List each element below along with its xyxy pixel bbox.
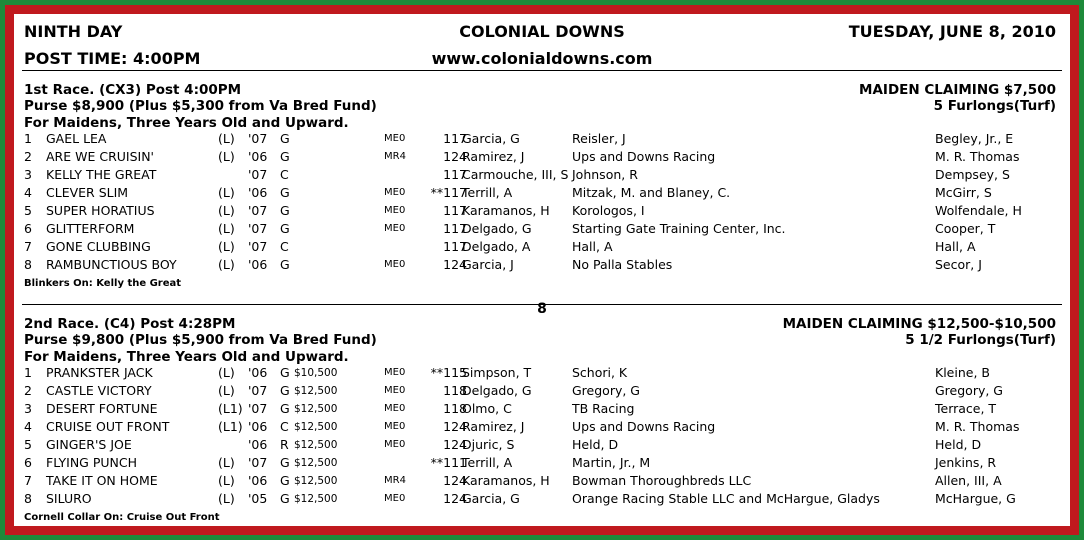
medication: (L) [218, 149, 235, 164]
ae-code: ME0 [384, 493, 406, 504]
post-position: 7 [24, 473, 32, 488]
foaling-year: '06 [248, 149, 268, 164]
jockey: Garcia, G [462, 491, 520, 506]
post-position: 6 [24, 455, 32, 470]
weight: 117 [443, 131, 467, 146]
entry-row [14, 221, 1070, 239]
claiming-price: $12,500 [294, 493, 338, 505]
ae-code: ME0 [384, 403, 406, 414]
race-type: MAIDEN CLAIMING $7,500 [859, 82, 1056, 98]
foaling-year: '07 [248, 131, 268, 146]
sex: G [280, 185, 290, 200]
sex: G [280, 401, 290, 416]
entry-row [14, 167, 1070, 185]
entry-row [14, 491, 1070, 509]
foaling-year: '06 [248, 437, 268, 452]
owner: TB Racing [572, 401, 635, 416]
post-position: 5 [24, 437, 32, 452]
entry-row [14, 473, 1070, 491]
horse-name: CLEVER SLIM [46, 185, 129, 200]
sex: G [280, 473, 290, 488]
owner: Ups and Downs Racing [572, 419, 716, 434]
medication: (L) [218, 131, 235, 146]
ae-code: ME0 [384, 421, 406, 432]
ae-code: ME0 [384, 133, 406, 144]
medication: (L) [218, 257, 235, 272]
horse-name: GINGER'S JOE [46, 437, 132, 452]
horse-name: TAKE IT ON HOME [46, 473, 158, 488]
medication: (L) [218, 221, 235, 236]
horse-name: DESERT FORTUNE [46, 401, 158, 416]
track-website: www.colonialdowns.com [431, 49, 653, 68]
race-day-label: NINTH DAY [24, 22, 123, 41]
weight: 124 [443, 257, 467, 272]
trainer: Held, D [935, 437, 982, 452]
sex: G [280, 131, 290, 146]
weight: 118 [443, 383, 467, 398]
sex: G [280, 149, 290, 164]
trainer: Cooper, T [935, 221, 996, 236]
jockey: Terrill, A [462, 455, 513, 470]
trainer: Allen, III, A [935, 473, 1002, 488]
entry-row [14, 365, 1070, 383]
foaling-year: '06 [248, 185, 268, 200]
jockey: Garcia, J [462, 257, 514, 272]
foaling-year: '06 [248, 419, 268, 434]
weight: 124 [443, 473, 467, 488]
trainer: Kleine, B [935, 365, 990, 380]
post-position: 2 [24, 149, 32, 164]
weight: 124 [443, 491, 467, 506]
jockey: Carmouche, III, S [462, 167, 569, 182]
post-position: 4 [24, 185, 32, 200]
overnight-sheet [14, 14, 1070, 526]
horse-name: FLYING PUNCH [46, 455, 137, 470]
trainer: Dempsey, S [935, 167, 1010, 182]
foaling-year: '07 [248, 383, 268, 398]
owner: No Palla Stables [572, 257, 673, 272]
ae-code: MR4 [384, 475, 406, 486]
foaling-year: '06 [248, 365, 268, 380]
jockey: Garcia, G [462, 131, 520, 146]
weight: 124 [443, 419, 467, 434]
medication: (L) [218, 455, 235, 470]
claiming-price: $10,500 [294, 367, 338, 379]
jockey: Karamanos, H [462, 473, 550, 488]
ae-code: ME0 [384, 367, 406, 378]
sex: G [280, 203, 290, 218]
owner: Reisler, J [572, 131, 626, 146]
entry-row [14, 383, 1070, 401]
entry-row [14, 239, 1070, 257]
owner: Johnson, R [572, 167, 638, 182]
entry-row [14, 149, 1070, 167]
equipment-note: Cornell Collar On: Cruise Out Front [24, 512, 220, 523]
weight: 118 [443, 401, 467, 416]
weight: **111 [430, 455, 467, 470]
owner: Korologos, I [572, 203, 645, 218]
medication: (L1) [218, 419, 243, 434]
foaling-year: '06 [248, 257, 268, 272]
jockey: Olmo, C [462, 401, 512, 416]
weight: 124 [443, 149, 467, 164]
claiming-price: $12,500 [294, 385, 338, 397]
ae-code: ME0 [384, 205, 406, 216]
entry-row [14, 419, 1070, 437]
sex: C [280, 167, 289, 182]
entry-row [14, 437, 1070, 455]
sex: G [280, 257, 290, 272]
horse-name: GAEL LEA [46, 131, 107, 146]
trainer: M. R. Thomas [935, 419, 1020, 434]
trainer: Gregory, G [935, 383, 1003, 398]
sex: C [280, 239, 289, 254]
weight: **117 [430, 185, 467, 200]
entry-row [14, 185, 1070, 203]
post-position: 3 [24, 401, 32, 416]
foaling-year: '07 [248, 167, 268, 182]
horse-name: GLITTERFORM [46, 221, 135, 236]
horse-name: KELLY THE GREAT [46, 167, 157, 182]
sex: G [280, 383, 290, 398]
owner: Schori, K [572, 365, 628, 380]
sex: R [280, 437, 289, 452]
weight: 117 [443, 239, 467, 254]
race-purse: Purse $8,900 (Plus $5,300 from Va Bred Fund) [24, 98, 377, 114]
ae-code: ME0 [384, 385, 406, 396]
foaling-year: '07 [248, 455, 268, 470]
trainer: McGirr, S [935, 185, 992, 200]
claiming-price: $12,500 [294, 403, 338, 415]
post-position: 6 [24, 221, 32, 236]
sex: G [280, 365, 290, 380]
entry-row [14, 455, 1070, 473]
owner: Martin, Jr., M [572, 455, 651, 470]
jockey: Karamanos, H [462, 203, 550, 218]
ae-code: ME0 [384, 187, 406, 198]
medication: (L) [218, 203, 235, 218]
jockey: Terrill, A [462, 185, 513, 200]
trainer: Terrace, T [935, 401, 997, 416]
ae-code: ME0 [384, 439, 406, 450]
post-position: 8 [24, 257, 32, 272]
claiming-price: $12,500 [294, 475, 338, 487]
jockey: Ramirez, J [462, 149, 525, 164]
jockey: Djuric, S [462, 437, 515, 452]
post-position: 3 [24, 167, 32, 182]
jockey: Delgado, G [462, 221, 532, 236]
ae-code: ME0 [384, 259, 406, 270]
jockey: Simpson, T [462, 365, 532, 380]
horse-name: GONE CLUBBING [46, 239, 151, 254]
claiming-price: $12,500 [294, 457, 338, 469]
claiming-price: $12,500 [294, 421, 338, 433]
post-position: 1 [24, 131, 32, 146]
foaling-year: '07 [248, 221, 268, 236]
post-position: 1 [24, 365, 32, 380]
post-position: 7 [24, 239, 32, 254]
horse-name: RAMBUNCTIOUS BOY [46, 257, 177, 272]
owner: Gregory, G [572, 383, 640, 398]
sex: C [280, 419, 289, 434]
post-position: 8 [24, 491, 32, 506]
trainer: Hall, A [935, 239, 976, 254]
sex: G [280, 491, 290, 506]
owner: Starting Gate Training Center, Inc. [572, 221, 786, 236]
entry-row [14, 257, 1070, 275]
owner: Orange Racing Stable LLC and McHargue, Gladys [572, 491, 880, 506]
post-time-label: POST TIME: 4:00PM [24, 49, 201, 68]
weight: 117 [443, 167, 467, 182]
medication: (L) [218, 239, 235, 254]
foaling-year: '05 [248, 491, 268, 506]
horse-name: CASTLE VICTORY [46, 383, 152, 398]
trainer: Secor, J [935, 257, 982, 272]
owner: Held, D [572, 437, 619, 452]
jockey: Delgado, A [462, 239, 531, 254]
track-name: COLONIAL DOWNS [459, 22, 625, 41]
entry-row [14, 203, 1070, 221]
medication: (L) [218, 473, 235, 488]
trainer: Wolfendale, H [935, 203, 1022, 218]
weight: 117 [443, 221, 467, 236]
page-number: 8 [537, 301, 547, 317]
sex: G [280, 455, 290, 470]
horse-name: ARE WE CRUISIN' [46, 149, 154, 164]
medication: (L1) [218, 401, 243, 416]
foaling-year: '07 [248, 203, 268, 218]
trainer: Begley, Jr., E [935, 131, 1014, 146]
medication: (L) [218, 365, 235, 380]
race-conditions: For Maidens, Three Years Old and Upward. [24, 349, 349, 365]
ae-code: ME0 [384, 223, 406, 234]
trainer: McHargue, G [935, 491, 1016, 506]
race-purse: Purse $9,800 (Plus $5,900 from Va Bred Fund) [24, 332, 377, 348]
medication: (L) [218, 383, 235, 398]
weight: 124 [443, 437, 467, 452]
foaling-year: '07 [248, 239, 268, 254]
jockey: Ramirez, J [462, 419, 525, 434]
race-conditions: For Maidens, Three Years Old and Upward. [24, 115, 349, 131]
horse-name: SUPER HORATIUS [46, 203, 155, 218]
race-distance: 5 Furlongs(Turf) [933, 98, 1056, 114]
post-position: 4 [24, 419, 32, 434]
horse-name: PRANKSTER JACK [46, 365, 153, 380]
claiming-price: $12,500 [294, 439, 338, 451]
jockey: Delgado, G [462, 383, 532, 398]
race-type: MAIDEN CLAIMING $12,500-$10,500 [782, 316, 1056, 332]
race-distance: 5 1/2 Furlongs(Turf) [905, 332, 1056, 348]
race-title: 2nd Race. (C4) Post 4:28PM [24, 316, 236, 332]
race-date: TUESDAY, JUNE 8, 2010 [848, 22, 1056, 41]
post-position: 2 [24, 383, 32, 398]
entry-row [14, 131, 1070, 149]
horse-name: CRUISE OUT FRONT [46, 419, 170, 434]
equipment-note: Blinkers On: Kelly the Great [24, 278, 182, 289]
trainer: M. R. Thomas [935, 149, 1020, 164]
sex: G [280, 221, 290, 236]
owner: Bowman Thoroughbreds LLC [572, 473, 752, 488]
ae-code: MR4 [384, 151, 406, 162]
trainer: Jenkins, R [935, 455, 997, 470]
post-position: 5 [24, 203, 32, 218]
owner: Ups and Downs Racing [572, 149, 716, 164]
entry-row [14, 401, 1070, 419]
medication: (L) [218, 185, 235, 200]
weight: 117 [443, 203, 467, 218]
owner: Mitzak, M. and Blaney, C. [572, 185, 731, 200]
weight: **115 [430, 365, 467, 380]
foaling-year: '06 [248, 473, 268, 488]
owner: Hall, A [572, 239, 613, 254]
header-divider [22, 70, 1062, 71]
horse-name: SILURO [46, 491, 92, 506]
foaling-year: '07 [248, 401, 268, 416]
medication: (L) [218, 491, 235, 506]
race-title: 1st Race. (CX3) Post 4:00PM [24, 82, 242, 98]
